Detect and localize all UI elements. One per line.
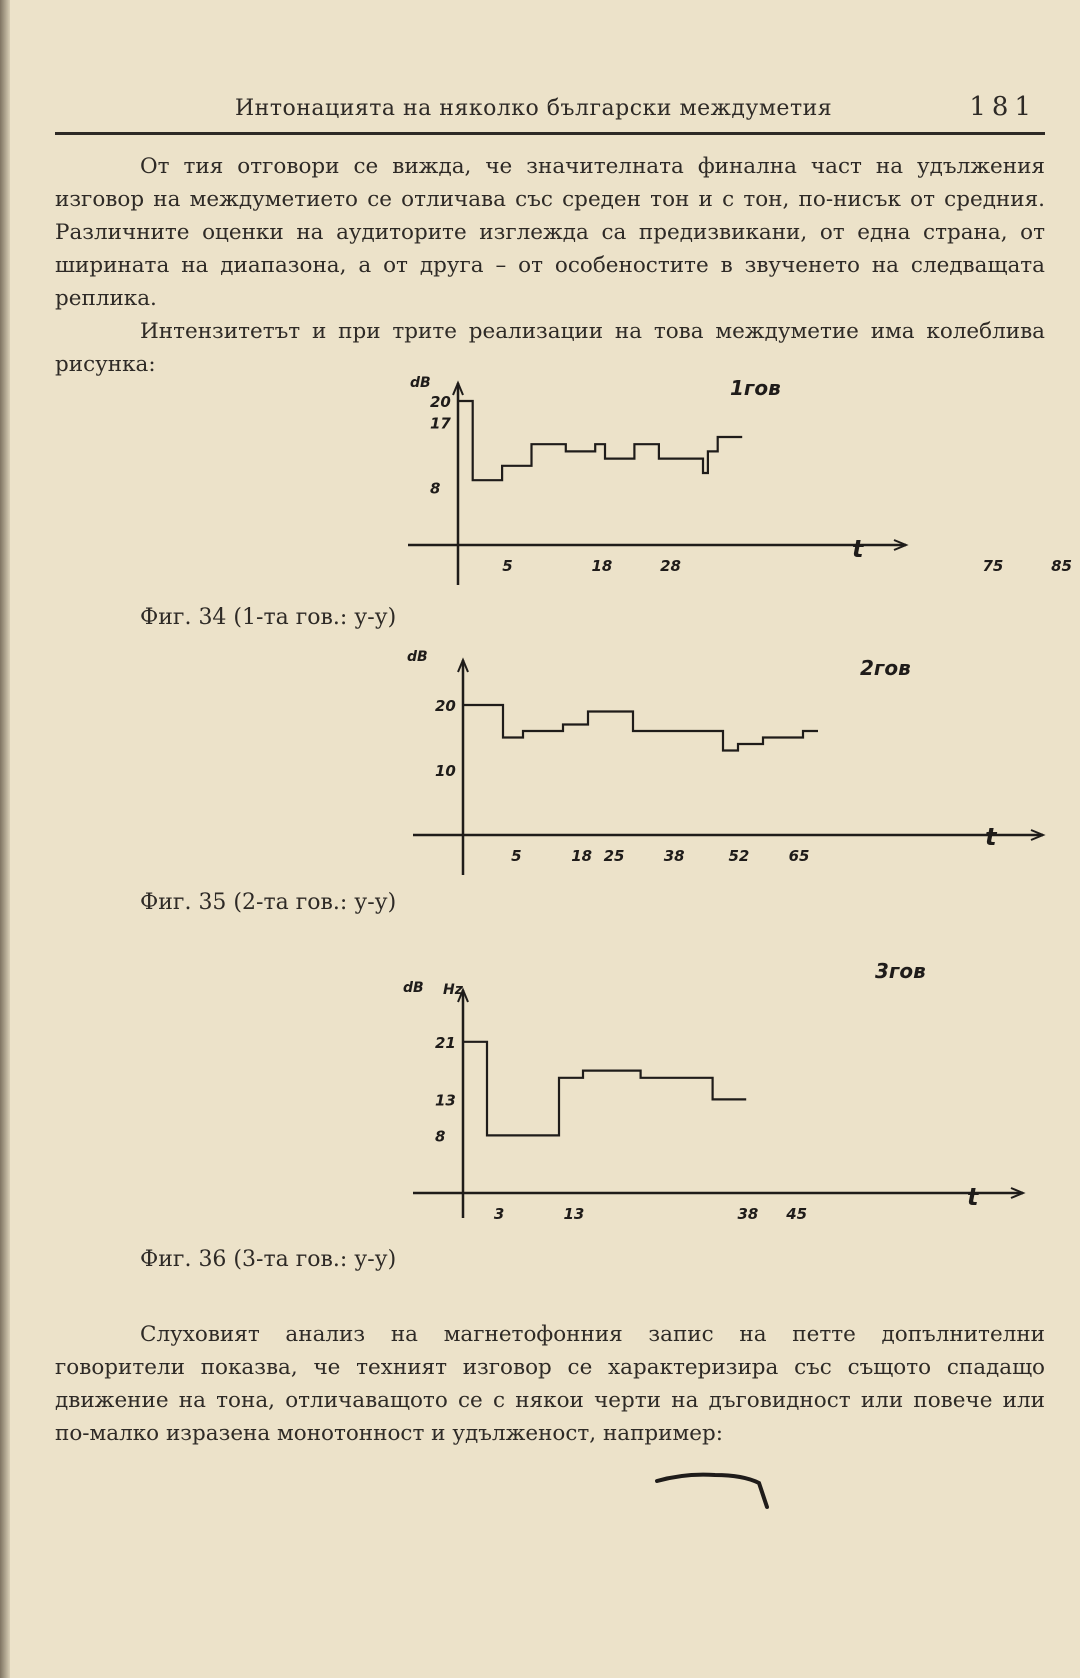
fig34-x-tick-label: 75 (982, 557, 1004, 575)
running-title: Интонацията на няколко български междуметия (235, 96, 833, 121)
tone-contour-sketch (655, 1465, 775, 1519)
fig35-x-tick-label: 25 (603, 847, 625, 865)
fig34-y-tick-label: 8 (430, 479, 441, 498)
fig36-y-tick-label: 13 (435, 1091, 456, 1110)
fig34-y-unit: dB (410, 375, 431, 391)
fig35-intensity-line (463, 705, 818, 751)
figure-34 (390, 375, 1072, 590)
figure-34-chart (390, 375, 1072, 590)
figure-36-caption: Фиг. 36 (3-та гов.: у-у) (140, 1247, 397, 1272)
fig34-y-tick-label: 17 (430, 414, 451, 433)
fig34-x-tick-label: 5 (502, 557, 513, 575)
figure-35 (395, 645, 1035, 880)
fig35-x-tick-label: 65 (788, 847, 810, 865)
fig34-x-tick-label: 28 (660, 557, 681, 575)
fig35-x-tick-label: 38 (663, 847, 685, 865)
fig36-x-tick-label: 38 (737, 1205, 759, 1223)
fig34-y-tick-label: 20 (430, 393, 451, 411)
fig35-speaker-note: 2гов (860, 656, 911, 680)
fig35-y-tick-label: 20 (435, 697, 456, 715)
fig35-x-unit: t (985, 823, 997, 851)
fig35-x-tick-label: 5 (511, 847, 522, 865)
paragraph-3: Слуховият анализ на магнетофонния запис на петте допълнителни говорители показва, че техният изговор се характеризира със същото спадащо движение на тона, отличаващото се с някои черти на дъговидност или повече или по-малко изразена монотонност и удълженост, например: (55, 1322, 1045, 1446)
header-rule (55, 132, 1045, 135)
fig36-x-tick-label: 3 (493, 1205, 505, 1223)
page-edge (0, 0, 10, 1678)
figure-35-chart (395, 645, 1035, 880)
fig36-x-unit: t (967, 1183, 979, 1211)
fig35-x-tick-label: 52 (728, 847, 750, 865)
fig36-x-tick-label: 45 (786, 1205, 808, 1223)
fig36-y-tick-label: 21 (435, 1033, 456, 1052)
page-number: 181 (969, 92, 1037, 122)
fig34-intensity-line (458, 401, 742, 480)
falling-tone-icon (655, 1465, 775, 1515)
fig34-x-tick-label: 18 (591, 557, 613, 575)
figure-35-caption: Фиг. 35 (2-та гов.: у-у) (140, 890, 397, 915)
figure-36-chart (395, 950, 1035, 1223)
figure-36 (395, 950, 1035, 1223)
fig36-y-unit: dB (403, 980, 424, 996)
figure-34-caption: Фиг. 34 (1-та гов.: у-у) (140, 605, 397, 630)
fig36-y-unit-extra: Hz (443, 982, 463, 998)
fig34-x-unit: t (852, 535, 864, 563)
fig35-x-tick-label: 18 (571, 847, 593, 865)
fig36-intensity-line (463, 1042, 746, 1136)
running-header (55, 92, 1045, 136)
fig36-x-tick-label: 13 (563, 1205, 585, 1223)
fig34-speaker-note: 1гов (730, 376, 781, 400)
fig36-y-tick-label: 8 (435, 1127, 446, 1146)
fig35-y-tick-label: 10 (435, 762, 456, 780)
paragraph-1: От тия отговори се вижда, че значителната финална част на удължения изговор на междуметието се отличава със среден тон и с тон, по-нисък от средния. Различните оценки на аудиторите изглежда са предизвикани, от една страна, от ширината на диапазона, а от друга – от особеностите в звученето на следващата реплика. (55, 154, 1045, 311)
fig36-speaker-note: 3гов (875, 959, 926, 983)
fig34-x-tick-label: 85 (1051, 557, 1072, 575)
fig35-y-unit: dB (407, 649, 428, 665)
paragraph-2: Интензитетът и при трите реализации на това междуметие има колеблива рисунка: (55, 319, 1045, 377)
